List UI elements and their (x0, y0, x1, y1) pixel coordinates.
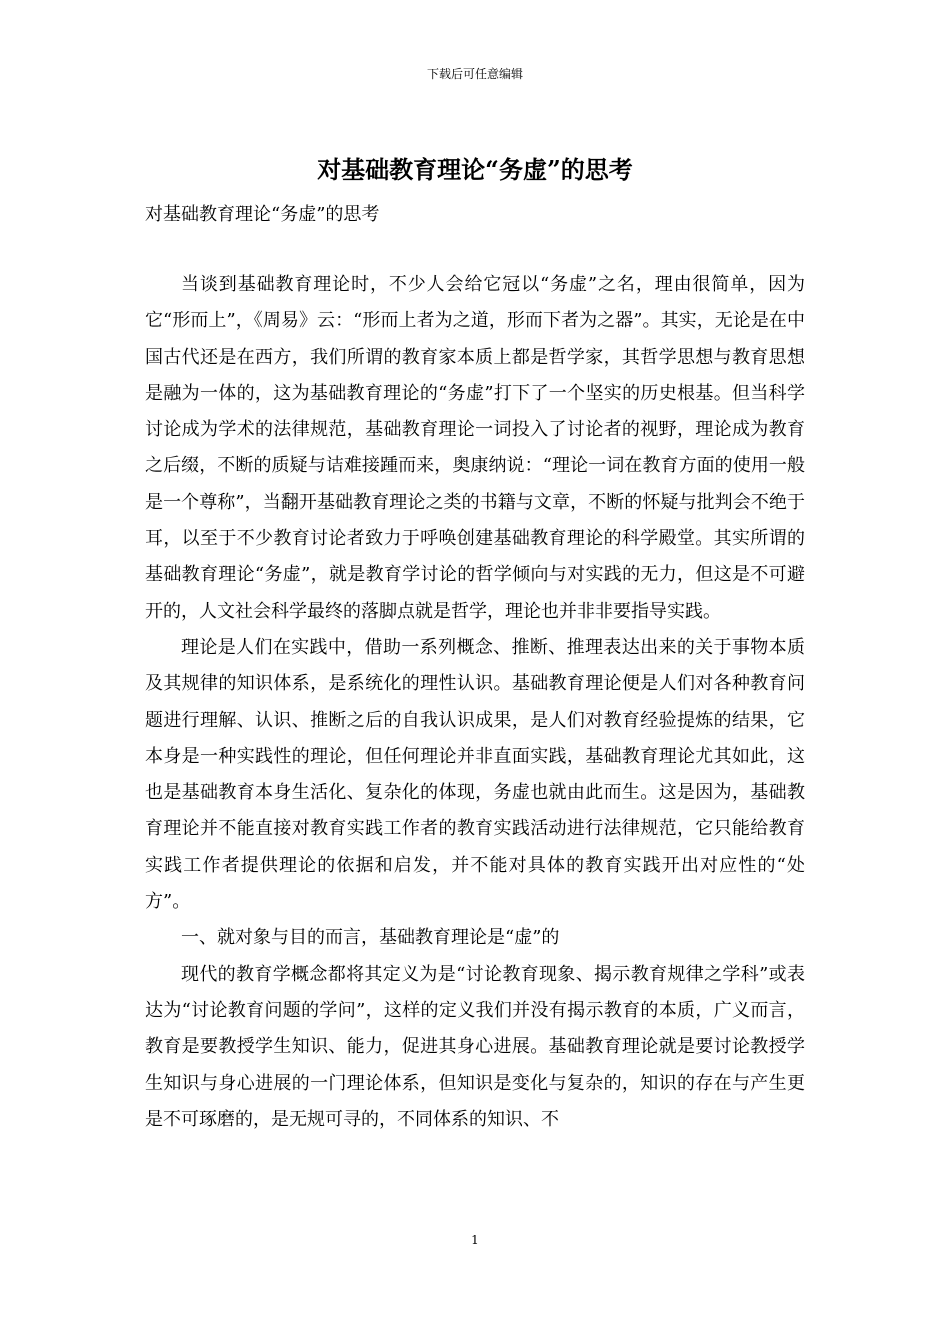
paragraph-modern-concept: 现代的教育学概念都将其定义为是“讨论教育现象、揭示教育规律之学科”或表达为“讨论教育问题的学问”，这样的定义我们并没有揭示教育的本质，广义而言，教育是要教授学生知识、能力，促进其身心进展。基础教育理论就是要讨论教授学生知识与身心进展的一门理论体系，但知识是变化与复杂的，知识的存在与产生更是不可琢磨的，是无规可寻的，不同体系的知识、不 (145, 963, 805, 1130)
header-note: 下载后可任意编辑 (426, 67, 523, 81)
document-subtitle: 对基础教育理论“务虚”的思考 (145, 204, 380, 225)
page-number: 1 (471, 1233, 479, 1247)
paragraph-intro: 当谈到基础教育理论时，不少人会给它冠以“务虚”之名，理由很简单，因为它“形而上”，《周易》云：“形而上者为之道，形而下者为之器”。其实，无论是在中国古代还是在西方，我们所谓的教育家本质上都是哲学家，其哲学思想与教育思想是融为一体的，这为基础教育理论的“务虚”打下了一个坚实的历史根基。但当科学讨论成为学术的法律规范，基础教育理论一词投入了讨论者的视野，理论成为教育之后缀，不断的质疑与诘难接踵而来，奥康纳说：“理论一词在教育方面的使用一般是一个尊称”，当翻开基础教育理论之类的书籍与文章，不断的怀疑与批判会不绝于耳，以至于不少教育讨论者致力于呼唤创建基础教育理论的科学殿堂。其实所谓的基础教育理论“务虚”，就是教育学讨论的哲学倾向与对实践的无力，但这是不可避开的，人文社会科学最终的落脚点就是哲学，理论也并非非要指导实践。 (145, 274, 805, 622)
document-title: 对基础教育理论“务虚”的思考 (317, 155, 633, 184)
section-heading-1: 一、就对象与目的而言，基础教育理论是“虚”的 (181, 927, 560, 949)
paragraph-theory-definition: 理论是人们在实践中，借助一系列概念、推断、推理表达出来的关于事物本质及其规律的知识体系，是系统化的理性认识。基础教育理论便是人们对各种教育问题进行理解、认识、推断之后的自我认识成果，是人们对教育经验提炼的结果，它本身是一种实践性的理论，但任何理论并非直面实践，基础教育理论尤其如此，这也是基础教育本身生活化、复杂化的体现，务虚也就由此而生。这是因为，基础教育理论并不能直接对教育实践工作者的教育实践活动进行法律规范，它只能给教育实践工作者提供理论的依据和启发，并不能对具体的教育实践开出对应性的“处方”。 (145, 636, 805, 913)
document-body (145, 267, 805, 1138)
